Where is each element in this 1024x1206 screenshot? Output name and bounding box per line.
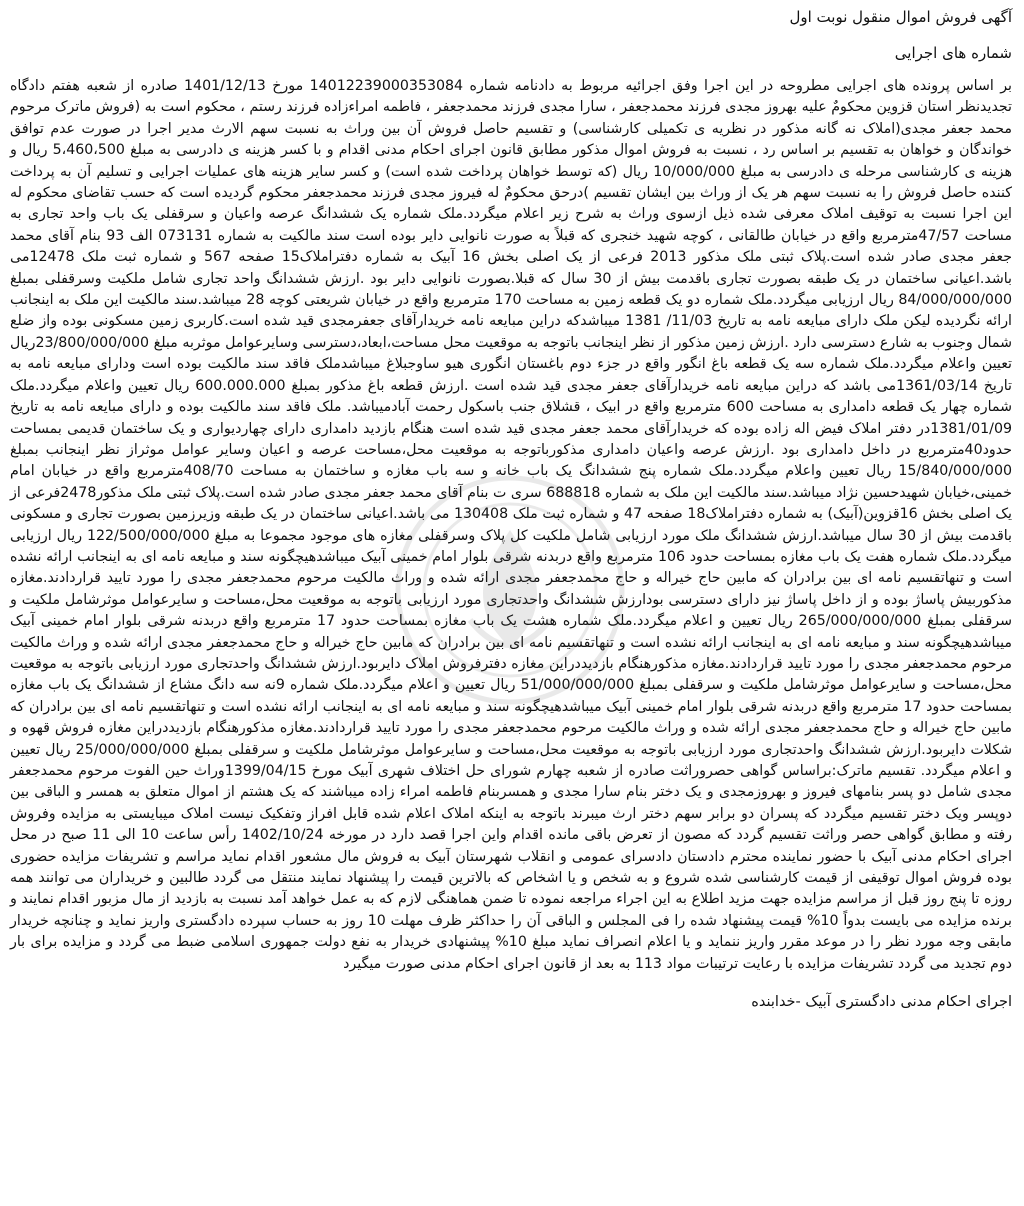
auction-notice [10,6,1012,1013]
notice-subtitle: شماره های اجرایی [894,44,1012,62]
notice-body: بر اساس پرونده های اجرایی مطروحه در این اجرا وفق اجرائیه مربوط به دادنامه شماره 14012239000353084 مورخ 1401/12/13 صادره از شعبه هفتم دادگاه تجدیدنظر استان قزوین محکومٌ علیه بهروز مجدی فرزند محمدجعفر ، سارا مجدی فرزند محمدجعفر ، فاطمه امراءزاده فرزند رستم ، محکوم است به (فروش ماترک مرحوم محمد جعفر مجدی(املاک نه گانه مذکور در نظریه ی تکمیلی کارشناسی) و تقسیم حاصل فروش آن بین وراث به نسبت سهم الارث مدیر اجرا در صورت عدم توافق خواندگان و خواهان به تقسیم بر اساس رد ، نسبت به فروش اموال مذکور مطابق قانون اجرای احکام مدنی اقدام و با کسر هزینه ی دادرسی به مبلغ 5،460،500 ریال و هزینه ی کارشناسی مرحله ی دادرسی به مبلغ 10/000/000 ریال (که توسط خواهان پرداخت شده است) و کسر سایر هزینه های عملیات اجرایی و تسلیم آن به پرداخت کننده حاصل فروش را به نسبت سهم هر یک از وراث بین ایشان تقسیم )درحق محکومٌ له فیروز مجدی فرزند محمدجعفر محکوم گردیده است که حسب تقاضای محکوم له این اجرا نسبت به توقیف املاک معرفی شده ذیل ازسوی وراث به شرح زیر اعلام میگردد.ملک شماره یک ششدانگ عرصه واعیان و سرقفلی یک باب واحد تجاری به مساحت 47/57مترمربع واقع در خیابان طالقانی ، کوچه شهید خنجری که قبلاً به صورت نانوایی دایر بوده است سند مالکیت به شماره 073131 الف 93 بنام آقای محمد جعفر مجدی صادر شده است.پلاک ثبتی ملک مذکور 2013 فرعی از یک اصلی بخش 16 آبیک به شماره دفتراملاک15 صفحه 567 و شماره ثبت ملک 12478می باشد.اعیانی ساختمان در یک طبقه بصورت تجاری باقدمت بیش از 30 سال که قبلا.بصورت نانوایی دایر بود .ارزش ششدانگ واحد تجاری شامل ملکیت وسرقفلی بمبلغ 84/000/000/000 ریال ارزیابی میگردد.ملک شماره دو یک قطعه زمین به مساحت 170 مترمربع واقع در خیابان شریعتی کوچه 28 میباشد.سند مالکیت این ملک به اینجانب ارائه نگردیده لیکن ملک دارای مبایعه نامه به تاریخ 11/03/ 1381 میباشدکه دراین مبایعه نامه خریدارآقای جعفرمجدی قید شده است.کاربری زمین مسکونی بوده واز ضلع شمال وجنوب به شارع دسترسی دارد .ارزش زمین مذکور از نظر اینجانب باتوجه به موقعیت محل مساحت،ابعاد،دسترسی وسایرعوامل موثربه مبلغ 23/800/000/000ریال تعیین واعلام میگردد.ملک شماره سه یک قطعه باغ انگور واقع در جزء دوم باغستان انگوری هیو ساوجبلاغ میباشدملک فاقد سند مالکیت بوده است ودارای مبایعه نامه به تاریخ 1361/03/14می باشد که دراین مبایعه نامه خریدارآقای جعفر مجدی قید شده است .ارزش قطعه باغ مذکور بمبلغ 600.000.000 ریال تعیین واعلام میگردد.ملک شماره چهار یک قطعه دامداری به مساحت 600 مترمربع واقع در ابیک ، قشلاق جنب باسکول رحمت آبادمیباشد. ملک فاقد سند مالکیت بوده و دارای مبایعه نامه به تاریخ 1381/01/09در دفتر املاک فیض اله زاده بوده که خریدارآقای محمد جعفر مجدی قید شده است هنگام بازدید دامداری دارای چهاردیواری و یک ساختمان قدیمی بمساحت حدود40مترمربع در داخل دامداری بود .ارزش عرصه واعیان دامداری مذکورباتوجه به موقعیت محل،مساحت عرصه و اعیان وسایر عوامل موثراز نظر اینجانب بمبلغ 15/840/000/000 ریال تعیین واعلام میگردد.ملک شماره پنج ششدانگ یک باب خانه و سه باب مغازه و ساختمان به مساحت 408/70مترمربع واقع در خیابان امام خمینی،خیابان شهیدحسین نژاد میباشد.سند مالکیت این ملک به شماره 688818 سری ت بنام آقای محمد جعفر مجدی صادر شده است.پلاک ثبتی ملک مذکور2478فرعی از یک اصلی بخش 16قزوین(آبیک) به شماره دفتراملاک18 صفحه 47 و شماره ثبت ملک 130408 می باشد.اعیانی ساختمان در یک طبقه وزیرزمین بصورت تجاری و مسکونی باقدمت بیش از 30 سال میباشد.ارزش ششدانگ ملک مورد ارزیابی شامل ملکیت کل پلاک وسرقفلی مغازه های موجود مجموعا به مبلغ 122/500/000/000 ریال ارزیابی میگردد.ملک شماره هفت یک باب مغازه بمساحت حدود 106 مترمربع واقع دربدنه شرقی بلوار امام خمینی آبیک میباشدهیچگونه سند و مبایعه نامه ای به اینجانب ارائه نشده است و تنهاتقسیم نامه ای بین برادران که مابین حاج خیراله و حاج محمدجعفر مجدی ارائه شده و وراث مالکیت مرحوم محمدجعفر مجدی را مورد تایید قراردادند.مغازه مذکوربیش پاساژ بوده و از داخل پاساژ نیز دارای دسترسی بودارزش ششدانگ واحدتجاری مورد ارزیابی باتوجه به موقعیت محل،مساحت و سایرعوامل موثرشامل ملکیت و سرقفلی بمبلغ 265/000/000/000 ریال تعیین و اعلام میگردد.ملک شماره هشت یک باب مغازه بمساحت حدود 17 مترمربع واقع دربدنه شرقی بلوار امام خمینی آبیک میباشدهیچگونه سند و مبایعه نامه ای به اینجانب ارائه نشده است و تنهاتقسیم نامه ای بین برادران که مابین حاج خیراله و حاج محمدجعفر مجدی ارائه شده و وراث مالکیت مرحوم محمدجعفر مجدی را مورد تایید قراردادند.مغازه مذکورهنگام بازدیددراین مغازه دفترفروش املاک دایربود.ارزش ششدانگ واحدتجاری مورد ارزیابی باتوجه به موقعیت محل،مساحت و سایرعوامل موثرشامل ملکیت و سرقفلی بمبلغ 51/000/000/000 ریال تعیین و اعلام میگردد.ملک شماره 9نه سه دانگ مشاع از ششدانگ یک باب مغازه بمساحت حدود 17 مترمربع واقع دربدنه شرقی بلوار امام خمینی آبیک میباشدهیچگونه سند و مبایعه نامه ای به اینجانب ارائه نشده است و تنهاتقسیم نامه ای بین برادران که مابین حاج خیراله و حاج محمدجعفر مجدی ارائه شده و وراث مالکیت مرحوم محمدجعفر مجدی را مورد تایید قراردادند.مغازه مذکورهنگام بازدیددراین مغازه فروش قهوه و شکلات دایربود.ارزش ششدانگ واحدتجاری مورد ارزیابی باتوجه به موقعیت محل،مساحت و سایرعوامل موثرشامل ملکیت و سرقفلی بمبلغ 25/000/000/000 ریال تعیین و اعلام میگردد. تقسیم ماترک:براساس گواهی حصروراثت صادره از شعبه چهارم شورای حل اختلاف شهری آبیک مورخ 1399/04/15وراث حین الفوت مرحوم محمدجعفر مجدی شامل دو پسر بنامهای فیروز و بهروزمجدی و یک دختر بنام سارا مجدی و همسربنام فاطمه امراء زاده میباشند که یک هشتم از اموال متعلق به همسر و الباقی بین دوپسر ویک دختر تقسیم میگردد که پسران دو برابر سهم دختر ارث میبرند باتوجه به اینکه املاک اعلام شده قابل افراز وتفکیک نیست املاک میبایستی به مزایده وفروش رفته و مطابق گواهی حصر وراثت تقسیم گردد که مصون از تعرض باقی مانده اقدام واین اجرا قصد دارد در مورخه 1402/10/24 رأس ساعت 10 الی 11 صبح در محل اجرای احکام مدنی آبیک با حضور نماینده محترم دادستان دادسرای عمومی و انقلاب شهرستان آبیک به فروش مال مشعور اقدام نماید مراسم و تشریفات مزایده حضوری بوده فروش اموال توقیفی از قیمت کارشناسی شده شروع و به شخص و یا اشخاص که بالاترین قیمت را پیشنهاد نمایند منتقل می گردد طالبین و خریداران می توانند همه روزه تا پنج روز قبل از مراسم مزایده جهت مزید اطلاع به این اجراء مراجعه نموده تا ضمن هماهنگی لازم که به عمل خواهد آمد نسبت به بازدید از مال مزبور اقدام نمایند و برنده مزایده می بایست بدواً 10% قیمت پیشنهاد شده را فی المجلس و الباقی آن را حداکثر ظرف مهلت 10 روز به حساب سپرده دادگستری واریز نماید و چنانچه خریدار مابقی وجه مورد نظر را در موعد مقرر واریز ننماید و یا اعلام انصراف نماید مبلغ 10% پیشنهادی خریدار به نفع دولت جمهوری اسلامی ضبط می گردد و مزایده برای بار دوم تجدید می گردد تشریفات مزایده با رعایت ترتیبات مواد 113 به بعد از قانون اجرای احکام مدنی صورت میگیرد [10,78,1013,972]
notice-signature: اجرای احکام مدنی دادگستری آبیک -خدابنده [751,994,1012,1011]
notice-title: آگهی فروش اموال منقول نوبت اول [789,8,1012,26]
